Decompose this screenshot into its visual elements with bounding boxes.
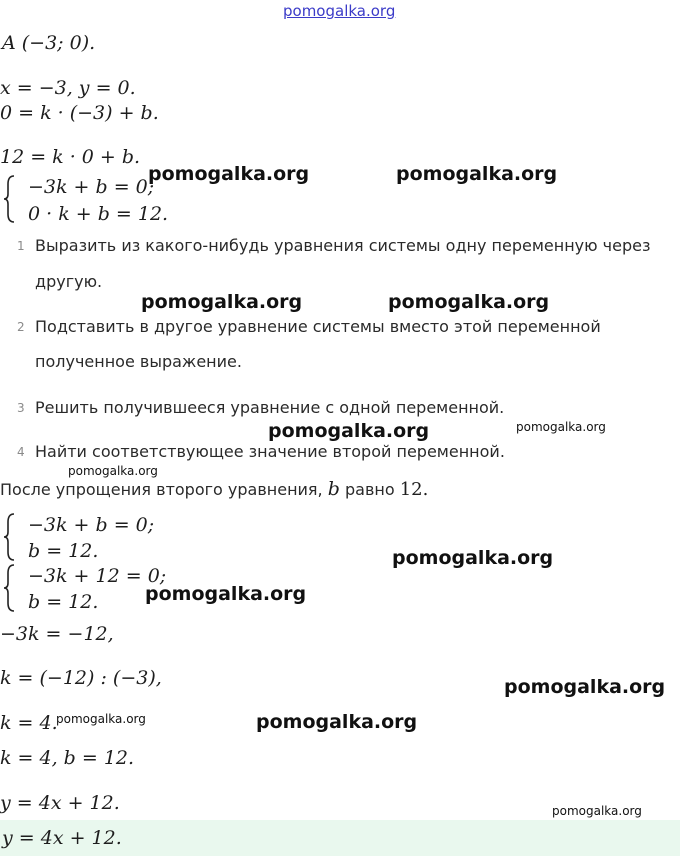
watermark: pomogalka.org <box>388 291 550 313</box>
step-number-2: 2 <box>17 320 25 334</box>
simplify-prefix: После упрощения второго уравнения, <box>0 480 328 499</box>
watermark-top-link[interactable]: pomogalka.org <box>283 2 396 20</box>
equation-3: k = 4. <box>0 712 58 734</box>
step-3-text: Решить получившееся уравнение с одной переменной. <box>35 398 505 417</box>
watermark: pomogalka.org <box>256 711 418 733</box>
watermark-small: pomogalka.org <box>56 712 146 726</box>
point-a-line: A (−3; 0). <box>2 32 96 54</box>
equation-4: k = 4, b = 12. <box>0 747 135 769</box>
system-3-row-1: −3k + 12 = 0; <box>28 565 167 587</box>
watermark: pomogalka.org <box>141 291 303 313</box>
step-number-3: 3 <box>17 401 25 415</box>
system-2-brace <box>2 512 16 562</box>
system-2-row-1: −3k + b = 0; <box>28 514 155 536</box>
equation-1: −3k = −12, <box>0 623 114 645</box>
step-4-text: Найти соответствующее значение второй переменной. <box>35 442 505 461</box>
watermark-small: pomogalka.org <box>68 464 158 478</box>
system-2-row-2: b = 12. <box>28 540 99 562</box>
equation-5: y = 4x + 12. <box>0 792 120 814</box>
step-number-1: 1 <box>17 239 25 253</box>
step-2-text-line-1: Подставить в другое уравнение системы вместо этой переменной <box>35 317 601 336</box>
watermark-small: pomogalka.org <box>516 420 606 434</box>
substitution-line-1: 0 = k · (−3) + b. <box>0 102 159 124</box>
watermark: pomogalka.org <box>396 163 558 185</box>
xy-line: x = −3, y = 0. <box>0 77 136 99</box>
simplify-sentence <box>0 478 428 500</box>
step-1-text-line-2: другую. <box>35 272 103 291</box>
simplify-value: 12. <box>399 479 429 500</box>
substitution-line-2: 12 = k · 0 + b. <box>0 146 141 168</box>
watermark: pomogalka.org <box>504 676 666 698</box>
system-1-row-1: −3k + b = 0; <box>28 176 155 198</box>
system-1-row-2: 0 · k + b = 12. <box>28 203 169 225</box>
watermark: pomogalka.org <box>268 420 430 442</box>
equation-2: k = (−12) : (−3), <box>0 667 162 689</box>
watermark: pomogalka.org <box>145 583 307 605</box>
simplify-suffix: равно <box>339 480 400 499</box>
simplify-variable: b <box>327 478 340 500</box>
step-1-text-line-1: Выразить из какого-нибудь уравнения системы одну переменную через <box>35 236 651 255</box>
watermark: pomogalka.org <box>392 547 554 569</box>
step-2-text-line-2: полученное выражение. <box>35 352 242 371</box>
step-number-4: 4 <box>17 445 25 459</box>
system-3-row-2: b = 12. <box>28 591 99 613</box>
system-1-brace <box>2 174 16 224</box>
watermark: pomogalka.org <box>148 163 310 185</box>
system-3-brace <box>2 563 16 613</box>
answer-line: y = 4x + 12. <box>2 827 122 849</box>
watermark-small: pomogalka.org <box>552 804 642 818</box>
